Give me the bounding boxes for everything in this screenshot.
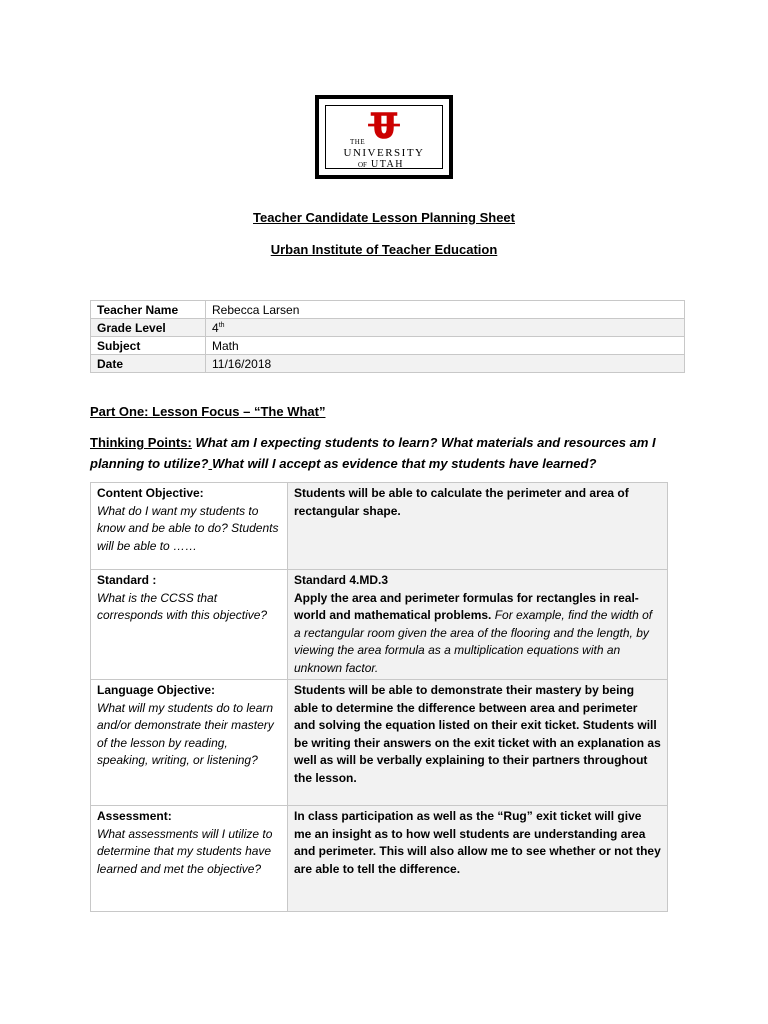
subject-label: Subject <box>91 337 206 355</box>
table-row <box>91 680 668 806</box>
table-row <box>91 301 685 319</box>
table-row <box>91 355 685 373</box>
content-objective-cell <box>91 483 288 570</box>
assessment-answer: In class participation as well as the “Rug” exit ticket will give me an insight as to how well students are understanding area and perimeter. This will also allow me to see whether or not they are able to tell the difference. <box>294 809 661 876</box>
language-objective-answer-cell <box>288 680 668 806</box>
standard-cell <box>91 570 288 680</box>
standard-text: Apply the area and perimeter formulas for rectangles in real-world and mathematical problems. <box>294 590 639 622</box>
table-row <box>91 319 685 337</box>
date-label: Date <box>91 355 206 373</box>
standard-question: What is the CCSS that corresponds with this objective? <box>97 590 268 622</box>
language-objective-title: Language Objective: <box>97 683 216 697</box>
teacher-info-table <box>90 300 685 373</box>
teacher-name-label: Teacher Name <box>91 301 206 319</box>
thinking-points-colon: : <box>187 435 192 450</box>
table-row <box>91 806 668 912</box>
standard-code: Standard 4.MD.3 <box>294 573 389 587</box>
logo-of: OF <box>358 161 367 169</box>
language-objective-question: What will my students do to learn and/or demonstrate their mastery of the lesson by reading, speaking, writing, or listening? <box>97 700 274 767</box>
lesson-plan-table <box>90 482 668 912</box>
content-objective-answer: Students will be able to calculate the perimeter and area of rectangular shape. <box>294 486 629 518</box>
assessment-question: What assessments will I utilize to determine that my students have learned and met the objective? <box>97 826 273 876</box>
assessment-title: Assessment: <box>97 809 172 823</box>
part-one-heading: Part One: Lesson Focus – “The What” <box>90 404 326 419</box>
content-objective-title: Content Objective: <box>97 486 204 500</box>
grade-level-cell <box>206 319 685 337</box>
language-objective-answer: Students will be able to demonstrate their mastery by being able to determine the difference between area and perimeter and solving the equation listed on their exit ticket. Students will be writing their answers on the exit ticket with an explanation as well as will be verbally explaining to their partners throughout the lesson. <box>294 683 661 785</box>
content-objective-question: What do I want my students to know and be able to do? Students will be able to …… <box>97 503 279 553</box>
logo-utah: UTAH <box>371 159 404 170</box>
language-objective-cell <box>91 680 288 806</box>
logo-inner-frame <box>325 105 443 169</box>
standard-example: For example, find the width of a rectangular room given the area of the flooring and the length, by viewing the area formula as a multiplication equations with an unknown factor. <box>294 608 653 675</box>
thinking-points-label: Thinking Points <box>90 435 188 450</box>
standard-title: Standard : <box>97 573 157 587</box>
date-value: 11/16/2018 <box>206 355 685 373</box>
thinking-question-2: What will I accept as evidence that my students have learned? <box>212 456 597 471</box>
assessment-answer-cell <box>288 806 668 912</box>
sheet-title: Teacher Candidate Lesson Planning Sheet <box>253 210 515 225</box>
subject-value: Math <box>206 337 685 355</box>
thinking-points <box>90 432 680 474</box>
grade-level-label: Grade Level <box>91 319 206 337</box>
standard-answer-cell <box>288 570 668 680</box>
logo-university: UNIVERSITY <box>343 147 425 159</box>
teacher-name-value: Rebecca Larsen <box>206 301 685 319</box>
grade-level-value: 4 <box>212 320 219 335</box>
content-objective-answer-cell <box>288 483 668 570</box>
thinking-question-1: What am I expecting students to learn? What materials and resources am I planning to utilize? <box>90 435 656 471</box>
university-logo <box>315 95 453 179</box>
logo-the: THE <box>350 138 366 146</box>
assessment-cell <box>91 806 288 912</box>
table-row <box>91 483 668 570</box>
table-row <box>91 570 668 680</box>
institute-title: Urban Institute of Teacher Education <box>270 242 498 257</box>
table-row <box>91 337 685 355</box>
grade-level-suffix: th <box>218 321 225 329</box>
